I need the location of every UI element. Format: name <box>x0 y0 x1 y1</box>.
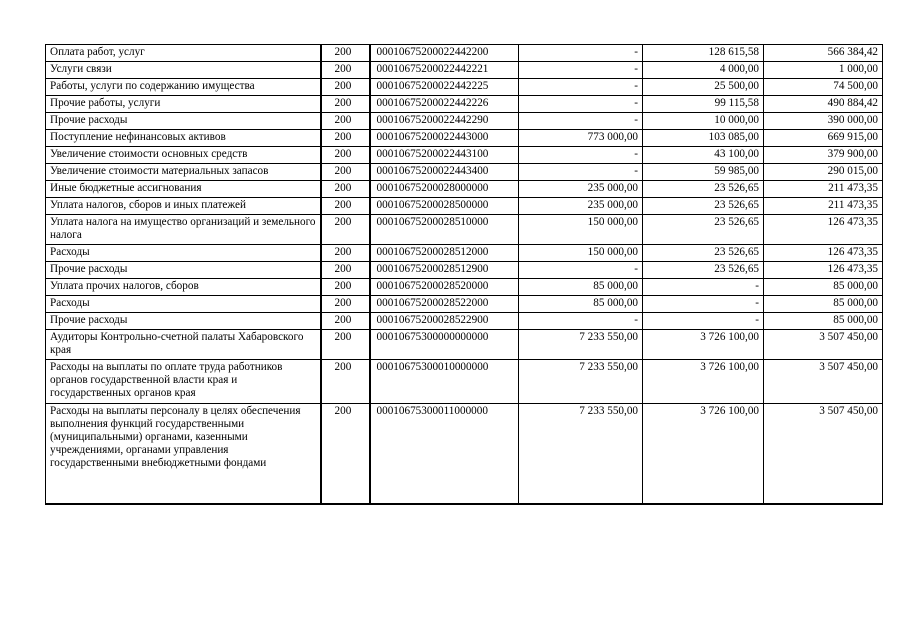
cell-budget-code: 00010675200028522900 <box>370 313 519 330</box>
cell-budget-code: 00010675200028500000 <box>370 198 519 215</box>
cell-name: Прочие расходы <box>46 313 321 330</box>
cell-budget-code: 00010675300010000000 <box>370 360 519 404</box>
cell-approved: 235 000,00 <box>519 181 643 198</box>
cell-line-code: 200 <box>321 147 370 164</box>
cell-line-code: 200 <box>321 313 370 330</box>
table-row <box>46 404 883 504</box>
cell-executed: 3 726 100,00 <box>643 360 764 404</box>
table-row <box>46 79 883 96</box>
table-row <box>46 198 883 215</box>
cell-name: Прочие работы, услуги <box>46 96 321 113</box>
cell-budget-code: 00010675200022443100 <box>370 147 519 164</box>
cell-remaining: 3 507 450,00 <box>764 360 883 404</box>
table-row <box>46 96 883 113</box>
cell-budget-code: 00010675200028000000 <box>370 181 519 198</box>
cell-remaining: 1 000,00 <box>764 62 883 79</box>
cell-budget-code: 00010675200022443000 <box>370 130 519 147</box>
table-row <box>46 245 883 262</box>
cell-line-code: 200 <box>321 181 370 198</box>
cell-line-code: 200 <box>321 164 370 181</box>
cell-executed: 23 526,65 <box>643 198 764 215</box>
cell-approved: 85 000,00 <box>519 279 643 296</box>
cell-remaining: 390 000,00 <box>764 113 883 130</box>
cell-name: Работы, услуги по содержанию имущества <box>46 79 321 96</box>
cell-name: Уплата налогов, сборов и иных платежей <box>46 198 321 215</box>
cell-remaining: 126 473,35 <box>764 245 883 262</box>
cell-line-code: 200 <box>321 404 370 504</box>
cell-line-code: 200 <box>321 130 370 147</box>
cell-budget-code: 00010675200028512900 <box>370 262 519 279</box>
cell-executed: 4 000,00 <box>643 62 764 79</box>
cell-remaining: 211 473,35 <box>764 198 883 215</box>
cell-line-code: 200 <box>321 79 370 96</box>
cell-approved: 7 233 550,00 <box>519 360 643 404</box>
cell-remaining: 211 473,35 <box>764 181 883 198</box>
cell-name: Услуги связи <box>46 62 321 79</box>
cell-budget-code: 00010675200028520000 <box>370 279 519 296</box>
cell-line-code: 200 <box>321 360 370 404</box>
cell-line-code: 200 <box>321 62 370 79</box>
cell-remaining: 85 000,00 <box>764 313 883 330</box>
cell-name: Аудиторы Контрольно-счетной палаты Хабаровского края <box>46 330 321 360</box>
cell-remaining: 490 884,42 <box>764 96 883 113</box>
cell-name: Прочие расходы <box>46 113 321 130</box>
cell-approved: 85 000,00 <box>519 296 643 313</box>
cell-approved: - <box>519 62 643 79</box>
cell-budget-code: 00010675200022442225 <box>370 79 519 96</box>
cell-executed: 23 526,65 <box>643 215 764 245</box>
cell-line-code: 200 <box>321 330 370 360</box>
table-row <box>46 279 883 296</box>
cell-executed: - <box>643 313 764 330</box>
cell-budget-code: 00010675200022442226 <box>370 96 519 113</box>
cell-budget-code: 00010675200028522000 <box>370 296 519 313</box>
cell-name: Прочие расходы <box>46 262 321 279</box>
cell-line-code: 200 <box>321 245 370 262</box>
table-row <box>46 113 883 130</box>
cell-line-code: 200 <box>321 215 370 245</box>
cell-remaining: 85 000,00 <box>764 296 883 313</box>
cell-name: Расходы <box>46 296 321 313</box>
cell-budget-code: 00010675200022442290 <box>370 113 519 130</box>
cell-executed: 25 500,00 <box>643 79 764 96</box>
cell-name: Поступление нефинансовых активов <box>46 130 321 147</box>
cell-approved: 150 000,00 <box>519 245 643 262</box>
cell-approved: - <box>519 147 643 164</box>
cell-approved: - <box>519 262 643 279</box>
cell-approved: - <box>519 45 643 62</box>
cell-remaining: 566 384,42 <box>764 45 883 62</box>
cell-executed: - <box>643 296 764 313</box>
cell-approved: 235 000,00 <box>519 198 643 215</box>
cell-remaining: 126 473,35 <box>764 262 883 279</box>
cell-remaining: 379 900,00 <box>764 147 883 164</box>
cell-approved: 773 000,00 <box>519 130 643 147</box>
cell-remaining: 669 915,00 <box>764 130 883 147</box>
cell-name: Расходы на выплаты по оплате труда работников органов государственной власти края и государственных органов края <box>46 360 321 404</box>
cell-line-code: 200 <box>321 113 370 130</box>
cell-approved: 7 233 550,00 <box>519 404 643 504</box>
table-row <box>46 45 883 62</box>
cell-remaining: 3 507 450,00 <box>764 404 883 504</box>
table-row <box>46 330 883 360</box>
cell-name: Увеличение стоимости материальных запасов <box>46 164 321 181</box>
budget-execution-table <box>45 44 883 505</box>
table-row <box>46 62 883 79</box>
cell-executed: 3 726 100,00 <box>643 404 764 504</box>
table-body <box>46 45 883 504</box>
cell-executed: 43 100,00 <box>643 147 764 164</box>
cell-name: Уплата прочих налогов, сборов <box>46 279 321 296</box>
cell-budget-code: 00010675200028510000 <box>370 215 519 245</box>
cell-executed: - <box>643 279 764 296</box>
table-row <box>46 262 883 279</box>
cell-approved: - <box>519 79 643 96</box>
cell-approved: 7 233 550,00 <box>519 330 643 360</box>
cell-approved: - <box>519 113 643 130</box>
table-row <box>46 164 883 181</box>
cell-approved: - <box>519 164 643 181</box>
cell-name: Увеличение стоимости основных средств <box>46 147 321 164</box>
cell-budget-code: 00010675200022442221 <box>370 62 519 79</box>
cell-budget-code: 00010675300011000000 <box>370 404 519 504</box>
cell-budget-code: 00010675200028512000 <box>370 245 519 262</box>
cell-name: Расходы на выплаты персоналу в целях обеспечения выполнения функций государственными (муниципальными) органами, казенными учреждениями, органами управления государственными внебюджетными фондами <box>46 404 321 504</box>
cell-executed: 103 085,00 <box>643 130 764 147</box>
cell-line-code: 200 <box>321 296 370 313</box>
cell-remaining: 290 015,00 <box>764 164 883 181</box>
table-row <box>46 181 883 198</box>
cell-name: Иные бюджетные ассигнования <box>46 181 321 198</box>
cell-executed: 23 526,65 <box>643 181 764 198</box>
cell-line-code: 200 <box>321 96 370 113</box>
cell-line-code: 200 <box>321 198 370 215</box>
cell-executed: 10 000,00 <box>643 113 764 130</box>
cell-executed: 99 115,58 <box>643 96 764 113</box>
table-row <box>46 147 883 164</box>
cell-name: Оплата работ, услуг <box>46 45 321 62</box>
cell-budget-code: 00010675200022443400 <box>370 164 519 181</box>
cell-remaining: 74 500,00 <box>764 79 883 96</box>
cell-remaining: 85 000,00 <box>764 279 883 296</box>
cell-line-code: 200 <box>321 45 370 62</box>
table-row <box>46 313 883 330</box>
cell-budget-code: 00010675300000000000 <box>370 330 519 360</box>
cell-approved: 150 000,00 <box>519 215 643 245</box>
cell-executed: 23 526,65 <box>643 245 764 262</box>
cell-name: Расходы <box>46 245 321 262</box>
table-row <box>46 360 883 404</box>
cell-line-code: 200 <box>321 262 370 279</box>
table-row <box>46 215 883 245</box>
cell-budget-code: 00010675200022442200 <box>370 45 519 62</box>
table-row <box>46 130 883 147</box>
table-row <box>46 296 883 313</box>
cell-line-code: 200 <box>321 279 370 296</box>
cell-executed: 23 526,65 <box>643 262 764 279</box>
cell-executed: 59 985,00 <box>643 164 764 181</box>
cell-executed: 3 726 100,00 <box>643 330 764 360</box>
cell-remaining: 126 473,35 <box>764 215 883 245</box>
cell-remaining: 3 507 450,00 <box>764 330 883 360</box>
cell-approved: - <box>519 96 643 113</box>
cell-approved: - <box>519 313 643 330</box>
cell-executed: 128 615,58 <box>643 45 764 62</box>
cell-name: Уплата налога на имущество организаций и земельного налога <box>46 215 321 245</box>
